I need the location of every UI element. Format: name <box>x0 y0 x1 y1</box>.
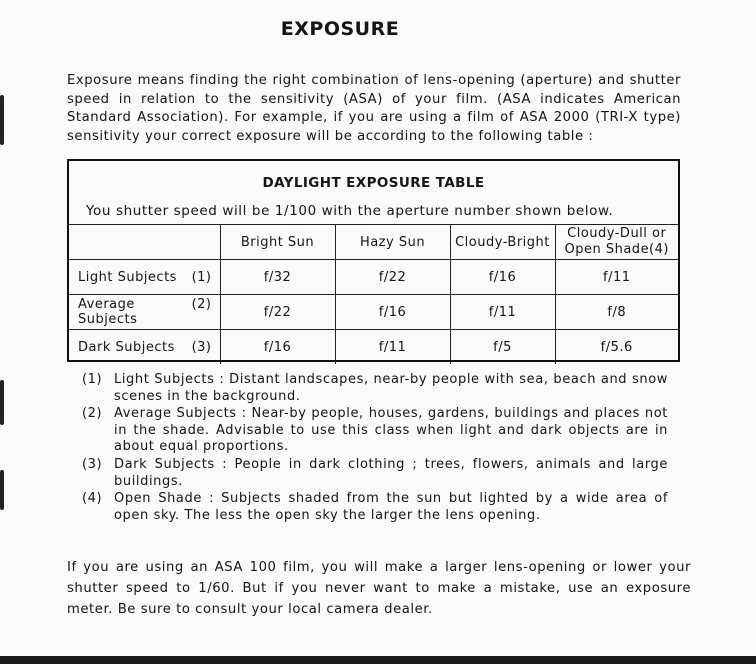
aperture-cell: f/5 <box>450 330 555 365</box>
aperture-cell: f/11 <box>555 260 678 295</box>
subject-note: (1) <box>191 269 212 285</box>
footnote-number: (3) <box>82 456 103 472</box>
aperture-cell: f/11 <box>450 295 555 330</box>
subject-cell <box>69 295 220 330</box>
header-cell: Hazy Sun <box>335 225 450 260</box>
aperture-cell: f/32 <box>220 260 335 295</box>
footnotes <box>82 372 668 525</box>
footnote-item <box>82 406 668 456</box>
subject-label: Light Subjects <box>78 269 177 285</box>
footnote-number: (4) <box>82 491 103 507</box>
table-row <box>69 260 678 295</box>
subject-note: (2) <box>191 297 212 312</box>
footnote-text: Dark Subjects : People in dark clothing ; trees, flowers, animals and large buildings. <box>114 456 668 489</box>
aperture-cell: f/22 <box>220 295 335 330</box>
footnote-item <box>82 372 668 405</box>
header-cell <box>69 225 220 260</box>
table-row <box>69 330 678 365</box>
table-row <box>69 295 678 330</box>
page-title: EXPOSURE <box>280 18 400 40</box>
binding-edge-mark <box>0 470 4 510</box>
footnote-text: Average Subjects : Near-by people, houses, gardens, buildings and places not in the shade. Advisable to use this class when light and dark objects are in about equal proportions. <box>114 406 668 455</box>
aperture-cell: f/16 <box>335 295 450 330</box>
footnote-text: Light Subjects : Distant landscapes, near-by people with sea, beach and snow scenes in the background. <box>114 372 668 404</box>
table-subtitle: You shutter speed will be 1/100 with the aperture number shown below. <box>86 203 614 219</box>
header-cell: Cloudy-Bright <box>450 225 555 260</box>
binding-edge-mark <box>0 95 4 145</box>
subject-label: Dark Subjects <box>78 339 175 355</box>
aperture-cell: f/5.6 <box>555 330 678 365</box>
footnote-number: (1) <box>82 372 103 387</box>
subject-label: Average Subjects <box>78 297 138 327</box>
footnote-number: (2) <box>82 406 103 422</box>
closing-paragraph: If you are using an ASA 100 film, you will make a larger lens-opening or lower your shutter speed to 1/60. But if you never want to make a mistake, use an exposure meter. Be sure to consult your local camera dealer. <box>67 560 691 617</box>
exposure-table <box>69 224 678 364</box>
intro-paragraph: Exposure means finding the right combination of lens-opening (aperture) and shutter speed in relation to the sensitivity (ASA) of your film. (ASA indicates American Standard Association). For example, if you are using a film of ASA 2000 (TRI-X type) sensitivity your correct exposure will be according to the following table : <box>67 73 681 144</box>
aperture-cell: f/16 <box>220 330 335 365</box>
subject-cell <box>69 330 220 365</box>
footnote-item <box>82 491 668 524</box>
subject-cell <box>69 260 220 295</box>
page-bottom-edge <box>0 656 756 664</box>
aperture-cell: f/16 <box>450 260 555 295</box>
header-cell: Bright Sun <box>220 225 335 260</box>
aperture-cell: f/11 <box>335 330 450 365</box>
footnote-text: Open Shade : Subjects shaded from the sun but lighted by a wide area of open sky. The less the open sky the larger the lens opening. <box>114 491 668 523</box>
subject-note: (3) <box>191 339 212 355</box>
header-cell: Cloudy-Dull or Open Shade(4) <box>555 225 678 260</box>
table-title: DAYLIGHT EXPOSURE TABLE <box>262 175 485 191</box>
aperture-cell: f/22 <box>335 260 450 295</box>
exposure-table-box <box>67 159 680 362</box>
binding-edge-mark <box>0 380 4 425</box>
table-header-row <box>69 225 678 260</box>
aperture-cell: f/8 <box>555 295 678 330</box>
footnote-item <box>82 457 668 490</box>
